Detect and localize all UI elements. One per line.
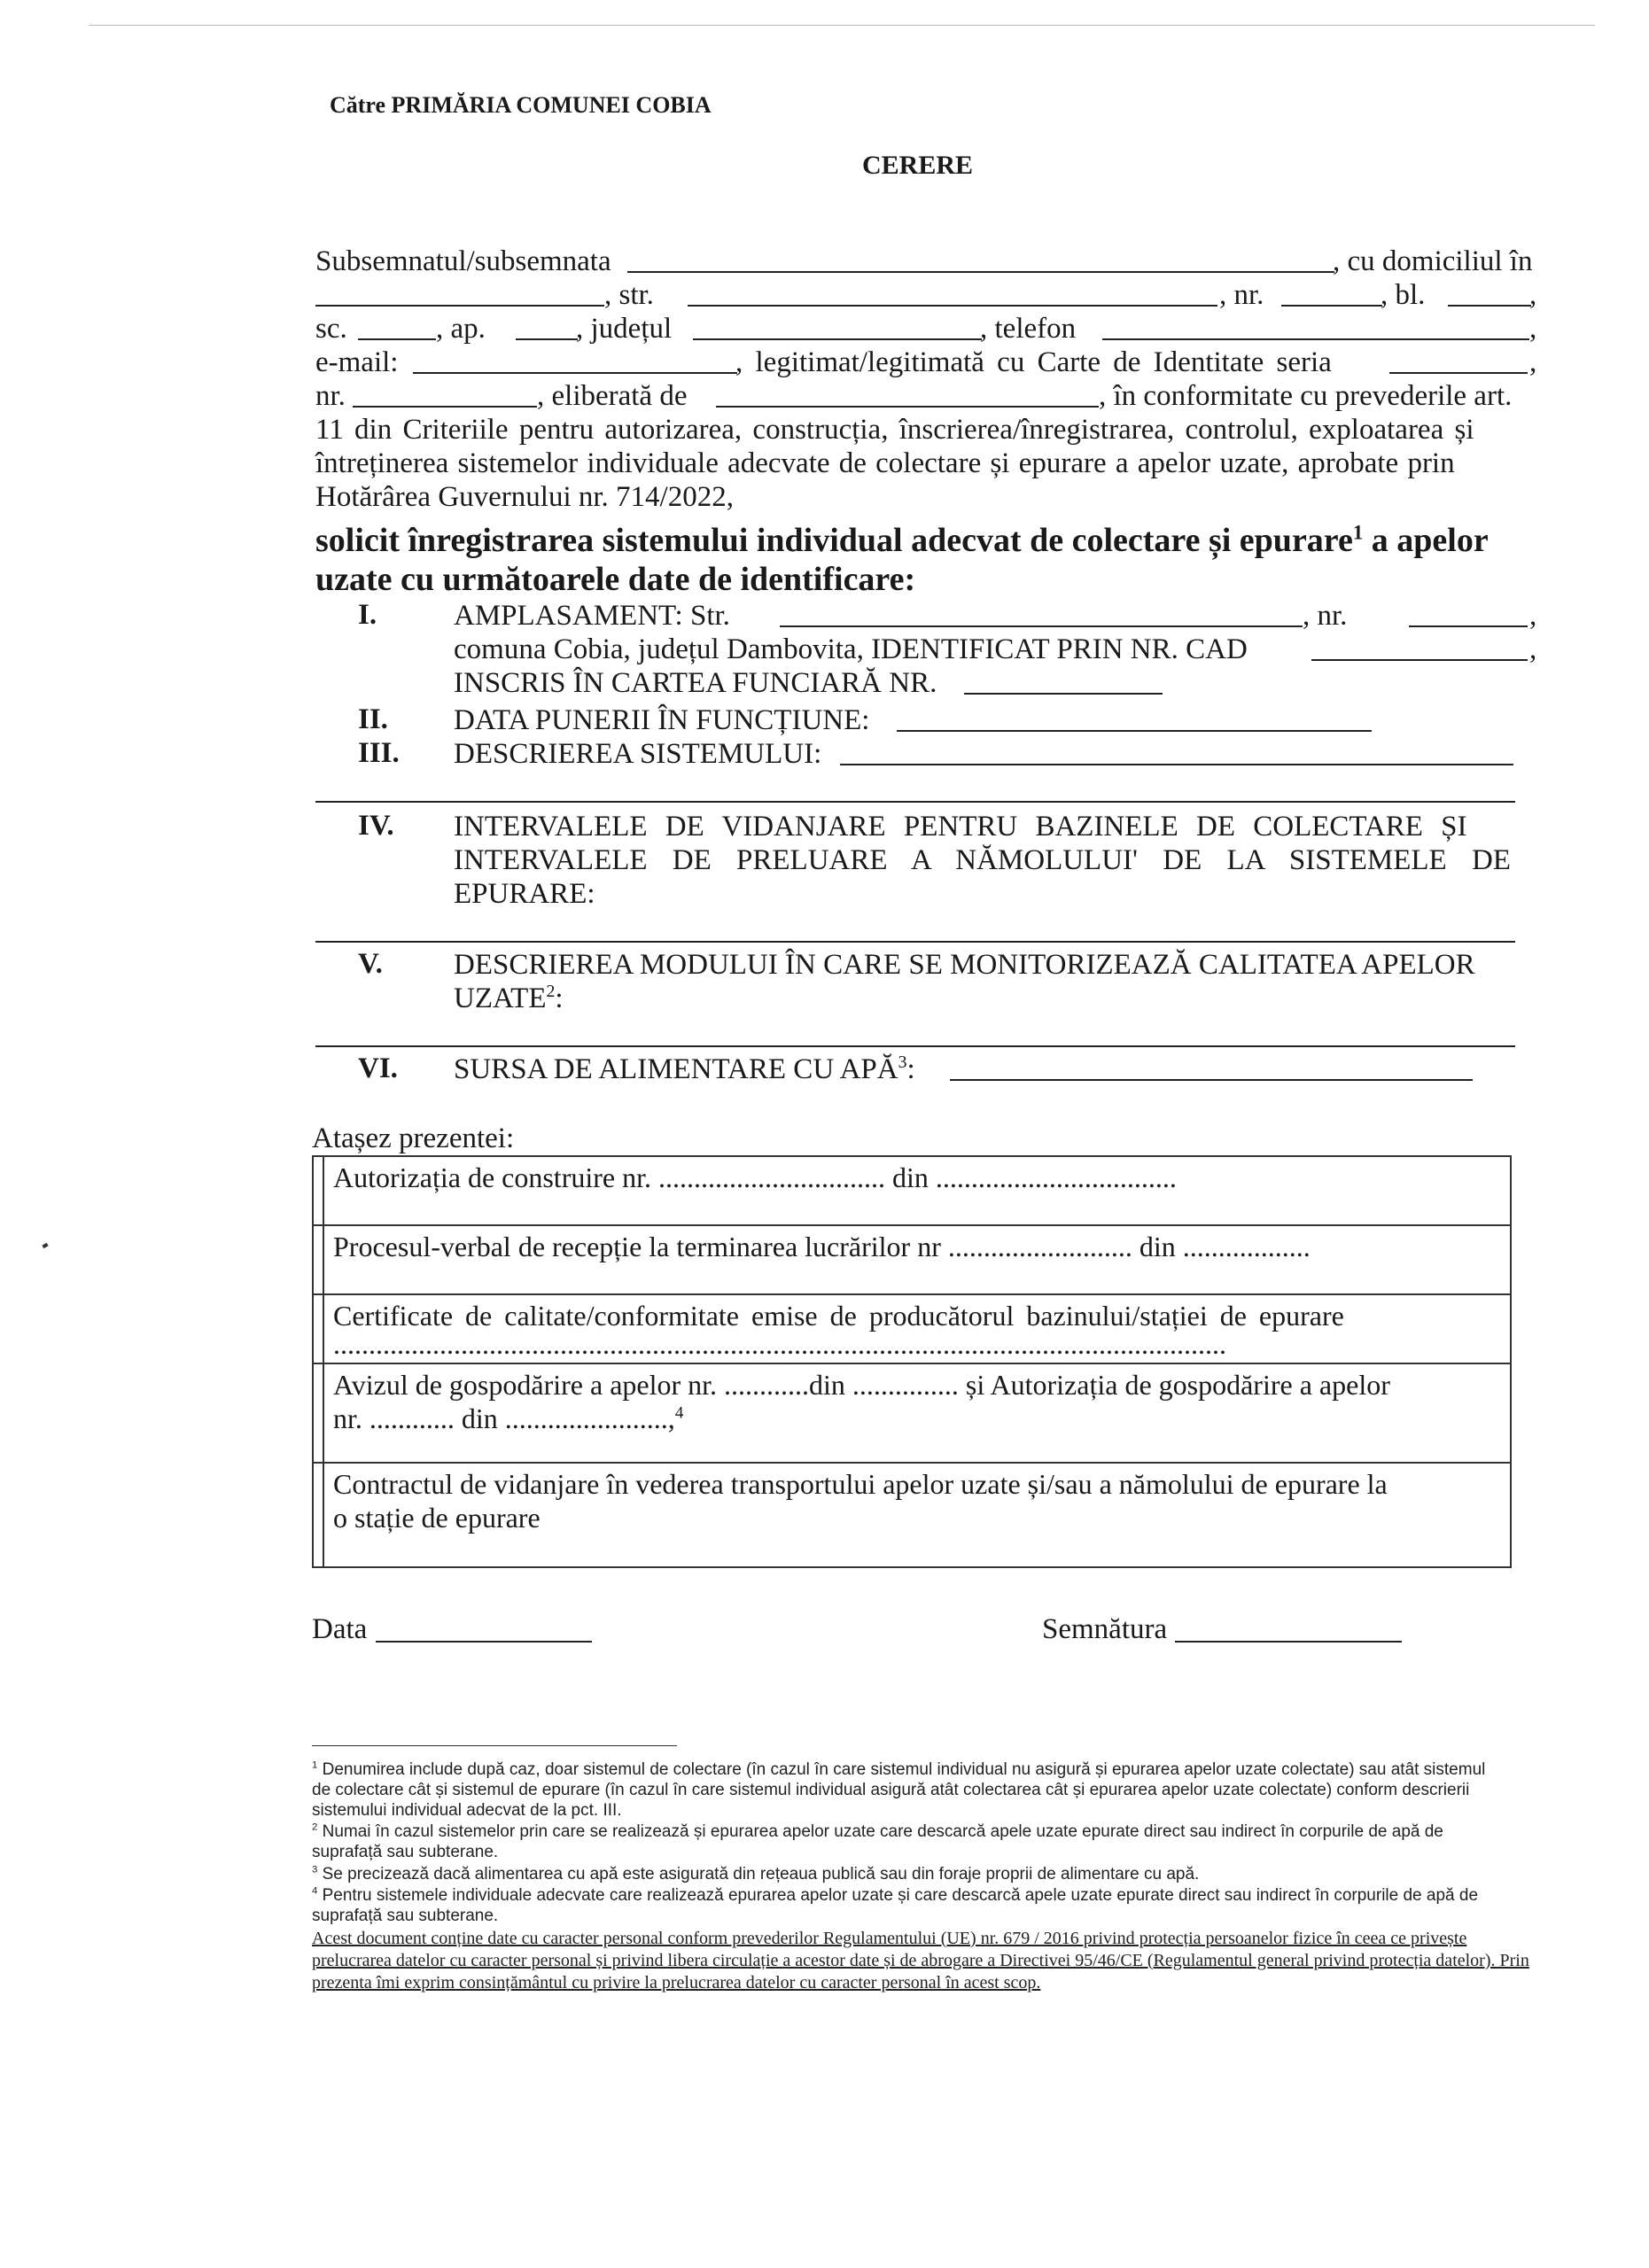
footnote-1 bbox=[312, 1759, 1499, 1821]
monitoring-field[interactable] bbox=[315, 1045, 1515, 1047]
attachment-dots: nr. ............ din ......................., bbox=[333, 1402, 675, 1434]
emptying-intervals-label: INTERVALELE DE VIDANJARE PENTRU BAZINELE DE COLECTARE ȘI bbox=[454, 811, 1467, 843]
top-rule bbox=[89, 25, 1595, 26]
request-text-end: a apelor bbox=[1363, 522, 1489, 559]
colon: : bbox=[555, 983, 564, 1014]
monitoring-label: DESCRIEREA MODULUI ÎN CARE SE MONITORIZEAZĂ CALITATEA APELOR bbox=[454, 949, 1475, 981]
signature-field[interactable] bbox=[1175, 1641, 1402, 1643]
footnote-number: 4 bbox=[312, 1885, 318, 1897]
footnote-3 bbox=[312, 1864, 1499, 1884]
comma: , bbox=[1529, 600, 1537, 632]
land-book-label: INSCRIS ÎN CARTEA FUNCIARĂ NR. bbox=[454, 667, 937, 699]
attachment-row bbox=[313, 1294, 1511, 1363]
commissioning-date-label: DATA PUNERII ÎN FUNCȚIUNE: bbox=[454, 704, 870, 736]
location-number-field[interactable] bbox=[1409, 625, 1528, 627]
attachment-dots: .............................................................................................................................. bbox=[333, 1332, 1226, 1355]
footnote-number: 3 bbox=[312, 1864, 318, 1876]
id-number-label: nr. bbox=[315, 380, 346, 412]
footnote-2 bbox=[312, 1821, 1499, 1862]
number-field[interactable] bbox=[1281, 305, 1382, 307]
legal-paragraph-line: 11 din Criteriile pentru autorizarea, construcția, înscrierea/înregistrarea, controlul, exploatarea și bbox=[315, 414, 1474, 446]
system-description-label: DESCRIEREA SISTEMULUI: bbox=[454, 738, 822, 770]
section-number: I. bbox=[358, 599, 377, 631]
comma: , bbox=[1529, 633, 1537, 665]
system-description-field[interactable] bbox=[840, 764, 1513, 765]
water-source-label bbox=[454, 1052, 915, 1086]
attachment-text-2: o stație de epurare bbox=[333, 1502, 541, 1534]
comma: , bbox=[1529, 346, 1537, 378]
page-title: CERERE bbox=[862, 151, 974, 180]
locality-field[interactable] bbox=[315, 305, 604, 307]
scan-mark bbox=[42, 1243, 48, 1248]
attachment-text: Autorizația de construire nr. ................................ din .................................. bbox=[323, 1156, 1511, 1225]
county-label: , județul bbox=[576, 313, 673, 345]
location-street-field[interactable] bbox=[780, 625, 1303, 627]
phone-field[interactable] bbox=[1102, 338, 1529, 340]
applicant-label: Subsemnatul/subsemnata bbox=[315, 245, 611, 277]
gdpr-notice: Acest document conține date cu caracter personal conform prevederilor Regulamentului (UE) nr. 679 / 2016 privind protecția persoanelor fizice în ceea ce privește prelucrarea datelor cu caracter personal și privind libera circulație a acestor date și de abrogare a Directivei 95/46/CE (Regulamentul general privind protecția datelor). Prin prezenta îmi exprim consințământul cu privire la prelucrarea datelor cu caracter personal în acest scop. bbox=[312, 1929, 1529, 1992]
attachment-row bbox=[313, 1363, 1511, 1463]
issued-by-label: , eliberată de bbox=[537, 380, 688, 412]
commissioning-date-field[interactable] bbox=[897, 730, 1372, 732]
attachment-cell bbox=[323, 1294, 1511, 1363]
section-number: II. bbox=[358, 703, 388, 735]
signature-label: Semnătura bbox=[1042, 1613, 1168, 1645]
footnote-text: Pentru sistemele individuale adecvate care realizează epurarea apelor uzate și care descarcă apele uzate epurate direct sau indirect în corpurile de apă de suprafață sau subterane. bbox=[312, 1886, 1479, 1925]
recipient-line: Către PRIMĂRIA COMUNEI COBIA bbox=[330, 92, 712, 118]
legal-paragraph-line: întreținerea sistemelor individuale adecvate de colectare și epurare a apelor uzate, aprobate prin bbox=[315, 447, 1455, 479]
colon: : bbox=[906, 1053, 915, 1085]
footnote-4 bbox=[312, 1885, 1499, 1926]
request-text: solicit înregistrarea sistemului individual adecvat de colectare și epurare bbox=[315, 522, 1353, 559]
attachment-row bbox=[313, 1225, 1511, 1294]
street-field[interactable] bbox=[688, 305, 1217, 307]
staircase-field[interactable] bbox=[358, 338, 436, 340]
applicant-name-field[interactable] bbox=[627, 271, 1334, 273]
date-field[interactable] bbox=[376, 1641, 592, 1643]
section-number: VI. bbox=[358, 1052, 398, 1084]
domicile-label: , cu domiciliul în bbox=[1333, 245, 1533, 277]
request-statement bbox=[315, 521, 1489, 560]
water-source-text: SURSA DE ALIMENTARE CU APĂ bbox=[454, 1053, 898, 1085]
footnote-ref: 2 bbox=[546, 982, 556, 1001]
phone-label: , telefon bbox=[980, 313, 1077, 345]
footnote-number: 1 bbox=[312, 1759, 318, 1771]
footnote-text: Se precizează dacă alimentarea cu apă este asigurată din rețeaua publică sau din foraje proprii de alimentare cu apă. bbox=[322, 1865, 1200, 1884]
footnote-ref: 3 bbox=[898, 1052, 907, 1072]
issued-by-field[interactable] bbox=[716, 406, 1099, 408]
email-field[interactable] bbox=[413, 372, 737, 374]
footnote-ref: 4 bbox=[674, 1403, 684, 1423]
cadastral-label: comuna Cobia, județul Dambovita, IDENTIFICAT PRIN NR. CAD bbox=[454, 633, 1248, 665]
emptying-intervals-field[interactable] bbox=[315, 941, 1515, 943]
attachment-cell bbox=[323, 1363, 1511, 1463]
attachment-text-2 bbox=[333, 1402, 1501, 1435]
water-source-field[interactable] bbox=[950, 1079, 1473, 1081]
monitoring-text: UZATE bbox=[454, 983, 547, 1014]
id-number-field[interactable] bbox=[353, 406, 537, 408]
legal-paragraph-line: Hotărârea Guvernului nr. 714/2022, bbox=[315, 481, 734, 513]
attachment-checkbox[interactable] bbox=[313, 1463, 323, 1567]
attachment-text: Avizul de gospodărire a apelor nr. ............din ............... și Autorizația de gospodărire a apelor bbox=[333, 1369, 1390, 1401]
comma: , bbox=[1529, 279, 1537, 311]
id-series-field[interactable] bbox=[1389, 372, 1528, 374]
attachment-row bbox=[313, 1463, 1511, 1567]
attachment-text: Certificate de calitate/conformitate emise de producătorul bazinului/stației de epurare bbox=[333, 1300, 1344, 1332]
number-label: , nr. bbox=[1219, 279, 1264, 311]
land-book-field[interactable] bbox=[964, 693, 1163, 695]
attachments-heading: Atașez prezentei: bbox=[312, 1122, 515, 1154]
location-number-label: , nr. bbox=[1303, 600, 1348, 632]
attachment-checkbox[interactable] bbox=[313, 1156, 323, 1225]
date-label: Data bbox=[312, 1613, 368, 1645]
footnote-text: Numai în cazul sistemelor prin care se realizează și epurarea apelor uzate care descarcă apele uzate epurate direct sau indirect în corpurile de apă de suprafață sau subterane. bbox=[312, 1822, 1443, 1861]
emptying-intervals-label: EPURARE: bbox=[454, 878, 595, 910]
street-label: , str. bbox=[604, 279, 654, 311]
attachments-table bbox=[312, 1155, 1512, 1568]
footnote-separator bbox=[312, 1745, 677, 1746]
footnote-text: Denumirea include după caz, doar sistemul de colectare (în cazul în care sistemul individual nu asigură și epurarea apelor uzate colectate) sau atât sistemul de colectare cât și sistemul de epurare (în cazul în care sistemul individual asigură atât colectarea cât și epurarea apelor uzate colectate) conform descrierii sistemului individual adecvat de la pct. III. bbox=[312, 1760, 1486, 1820]
section-number: V. bbox=[358, 948, 383, 980]
attachment-checkbox[interactable] bbox=[313, 1225, 323, 1294]
section-number: IV. bbox=[358, 810, 394, 842]
legal-basis-text: , în conformitate cu prevederile art. bbox=[1099, 380, 1513, 412]
footnote-ref: 1 bbox=[1352, 521, 1364, 544]
section-number: III. bbox=[358, 737, 400, 769]
id-card-label: , legitimat/legitimată cu Carte de Identitate seria bbox=[735, 346, 1332, 378]
emptying-intervals-label: INTERVALELE DE PRELUARE A NĂMOLULUI' DE LA SISTEMELE DE bbox=[454, 844, 1511, 876]
monitoring-label-2 bbox=[454, 982, 564, 1015]
location-label: AMPLASAMENT: Str. bbox=[454, 600, 730, 632]
attachment-cell bbox=[323, 1463, 1511, 1567]
attachment-row bbox=[313, 1156, 1511, 1225]
apartment-field[interactable] bbox=[516, 338, 578, 340]
system-description-field-2[interactable] bbox=[315, 801, 1515, 803]
block-field[interactable] bbox=[1448, 305, 1531, 307]
footnote-number: 2 bbox=[312, 1821, 318, 1833]
request-statement-line2: uzate cu următoarele date de identificare: bbox=[315, 561, 916, 598]
block-label: , bl. bbox=[1381, 279, 1426, 311]
attachment-checkbox[interactable] bbox=[313, 1363, 323, 1463]
comma: , bbox=[1529, 313, 1537, 345]
county-field[interactable] bbox=[693, 338, 982, 340]
attachment-text: Contractul de vidanjare în vederea transportului apelor uzate și/sau a nămolului de epurare la bbox=[333, 1468, 1388, 1500]
staircase-label: sc. bbox=[315, 313, 347, 345]
apartment-label: , ap. bbox=[436, 313, 486, 345]
attachment-checkbox[interactable] bbox=[313, 1294, 323, 1363]
cadastral-field[interactable] bbox=[1311, 659, 1528, 661]
email-label: e-mail: bbox=[315, 346, 399, 378]
attachment-text: Procesul-verbal de recepție la terminarea lucrărilor nr .......................... din .................. bbox=[323, 1225, 1511, 1294]
